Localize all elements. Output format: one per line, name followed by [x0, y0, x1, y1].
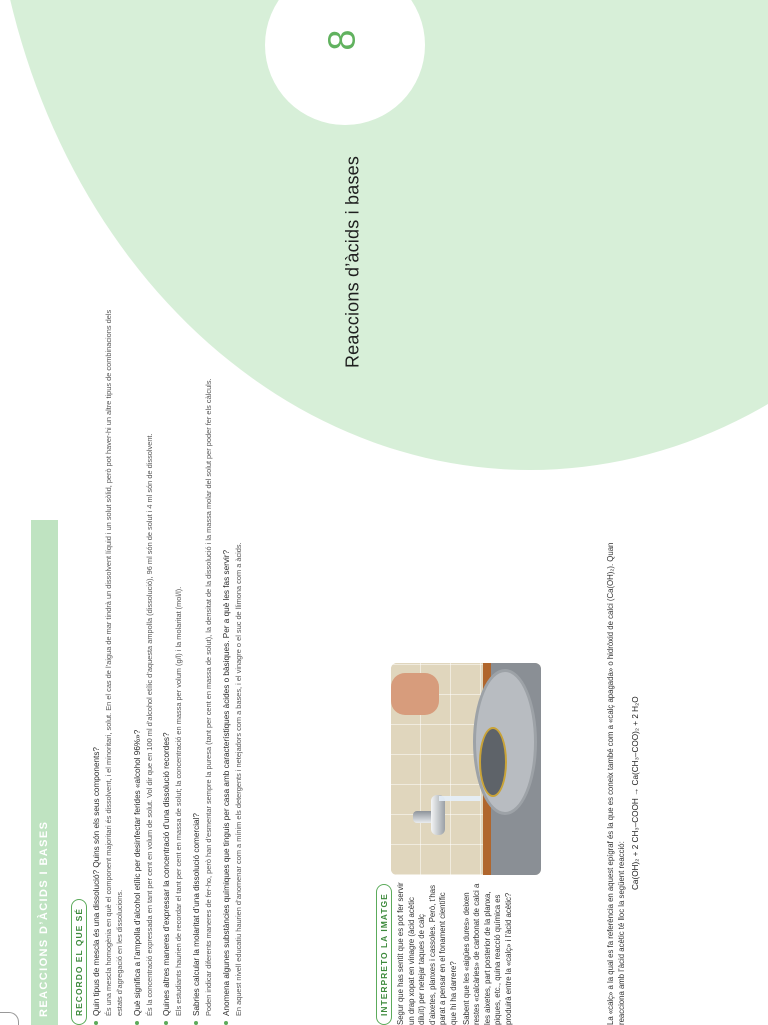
- list-item: [221, 300, 245, 1025]
- interpreto-answer: [606, 520, 642, 1025]
- question-text: Quin tipus de mescla és una dissolució? Quins són els seus components?: [92, 747, 101, 1016]
- interpreto-story: [396, 880, 517, 1025]
- answer-text: En aquest nivell educatiu haurien d’anomenar com a mínim els detergents i netejadors com a bases, i el vinagre o el suc de llimona com a àcids.: [233, 542, 243, 1016]
- story-paragraph-2: Sabent que les «aigües dures» deixen restes «calcàries» de carbonat de calci a les aixetes, part posterior de la planxa, piques, etc., quina reacció química es produirà entre la «calç» i l’àcid acètic?: [461, 883, 513, 1025]
- bullet-icon: [194, 1021, 198, 1025]
- question-text: Sabries calcular la molaritat d’una dissolució comercial?: [192, 813, 202, 1016]
- bullet-icon: [224, 1021, 228, 1025]
- list-item: [191, 300, 215, 1025]
- recordo-tag: RECORDO EL QUE SÉ: [71, 899, 87, 1025]
- chemical-equation: Ca(OH)₂ + 2 CH₃–COOH → Ca(CH₃–COO)₂ + 2 H₂O: [631, 696, 641, 890]
- question-text: Quines altres maneres d’expressar la concentració d’una dissolució recordes?: [162, 732, 172, 1016]
- section-title: REACCIONS D’ÀCIDS I BASES: [38, 820, 50, 1017]
- answer-text: És una mescla homogènia en què el component majoritari és dissolvent, i el minoritari, solut. En el cas de l’aigua de mar tindrà un dissolvent líquid i un solut sòlid, però pot haver-hi un altre tipus de combinacions dels estats d’agregació en les dissolucions.: [104, 309, 124, 1016]
- bullet-icon: [94, 1021, 98, 1025]
- section-bar: [31, 520, 58, 1025]
- interpreto-tag: INTERPRETO LA IMATGE: [376, 884, 392, 1025]
- hand: [391, 673, 439, 715]
- bullet-icon: [164, 1021, 168, 1025]
- answer-text: Poden indicar diferents maneres de fer-ho, però han d’esmentar sempre la puresa (tant per cent en massa de solut), la densitat de la dissolució i la massa molar del solut per poder fer els càlculs.: [204, 378, 214, 1016]
- page-curl: [0, 1012, 19, 1025]
- tap-photo: [391, 663, 541, 875]
- tap-spout: [431, 795, 445, 835]
- chapter-number: 8: [321, 29, 364, 51]
- answer-paragraph: La «calç» a la qual es fa referència en aquest epígraf és la que es coneix també com a «calç apagada» o hidròxid de calci (Ca(OH)₂). Quan reacciona amb l’àcid acètic té lloc la següent reacció:: [606, 542, 626, 1025]
- list-item: [91, 300, 126, 1025]
- story-paragraph-1: Segur que has sentit que es pot fer servir un drap xopat en vinagre (àcid acètic diluït) per netejar taques de calç d’aixetes, planxes i cassoles. Però, t’has parat a pensar en el fonament científic que hi ha darrere?: [396, 882, 458, 1025]
- water-stream: [439, 796, 481, 801]
- question-text: Què significa a l’ampolla d’alcohol etílic per desinfectar ferides «alcohol 96%»?: [132, 729, 142, 1016]
- list-item: [161, 300, 185, 1025]
- chapter-title: Reaccions d’àcids i bases: [342, 155, 363, 369]
- answer-text: És la concentració expressada en tant per cent en volum de solut. Vol dir que en 100 ml d’alcohol etílic d’aquesta ampolla (dissolució), 96 ml són de solut i 4 ml són de dissolvent.: [144, 433, 154, 1016]
- question-text: Anomena algunes substàncies químiques que tinguis per casa amb característiques àcides o bàsiques. Per a què les fas servir?: [221, 549, 231, 1016]
- recordo-list: [91, 300, 251, 1025]
- rotated-content: [31, 309, 756, 1025]
- list-item: [132, 300, 156, 1025]
- answer-text: Els estudiants haurien de recordar el tant per cent en massa de solut; la concentració en massa per volum (g/l) i la molaritat (mol/l).: [174, 586, 184, 1016]
- cooking-pan: [479, 727, 507, 797]
- bullet-icon: [135, 1021, 139, 1025]
